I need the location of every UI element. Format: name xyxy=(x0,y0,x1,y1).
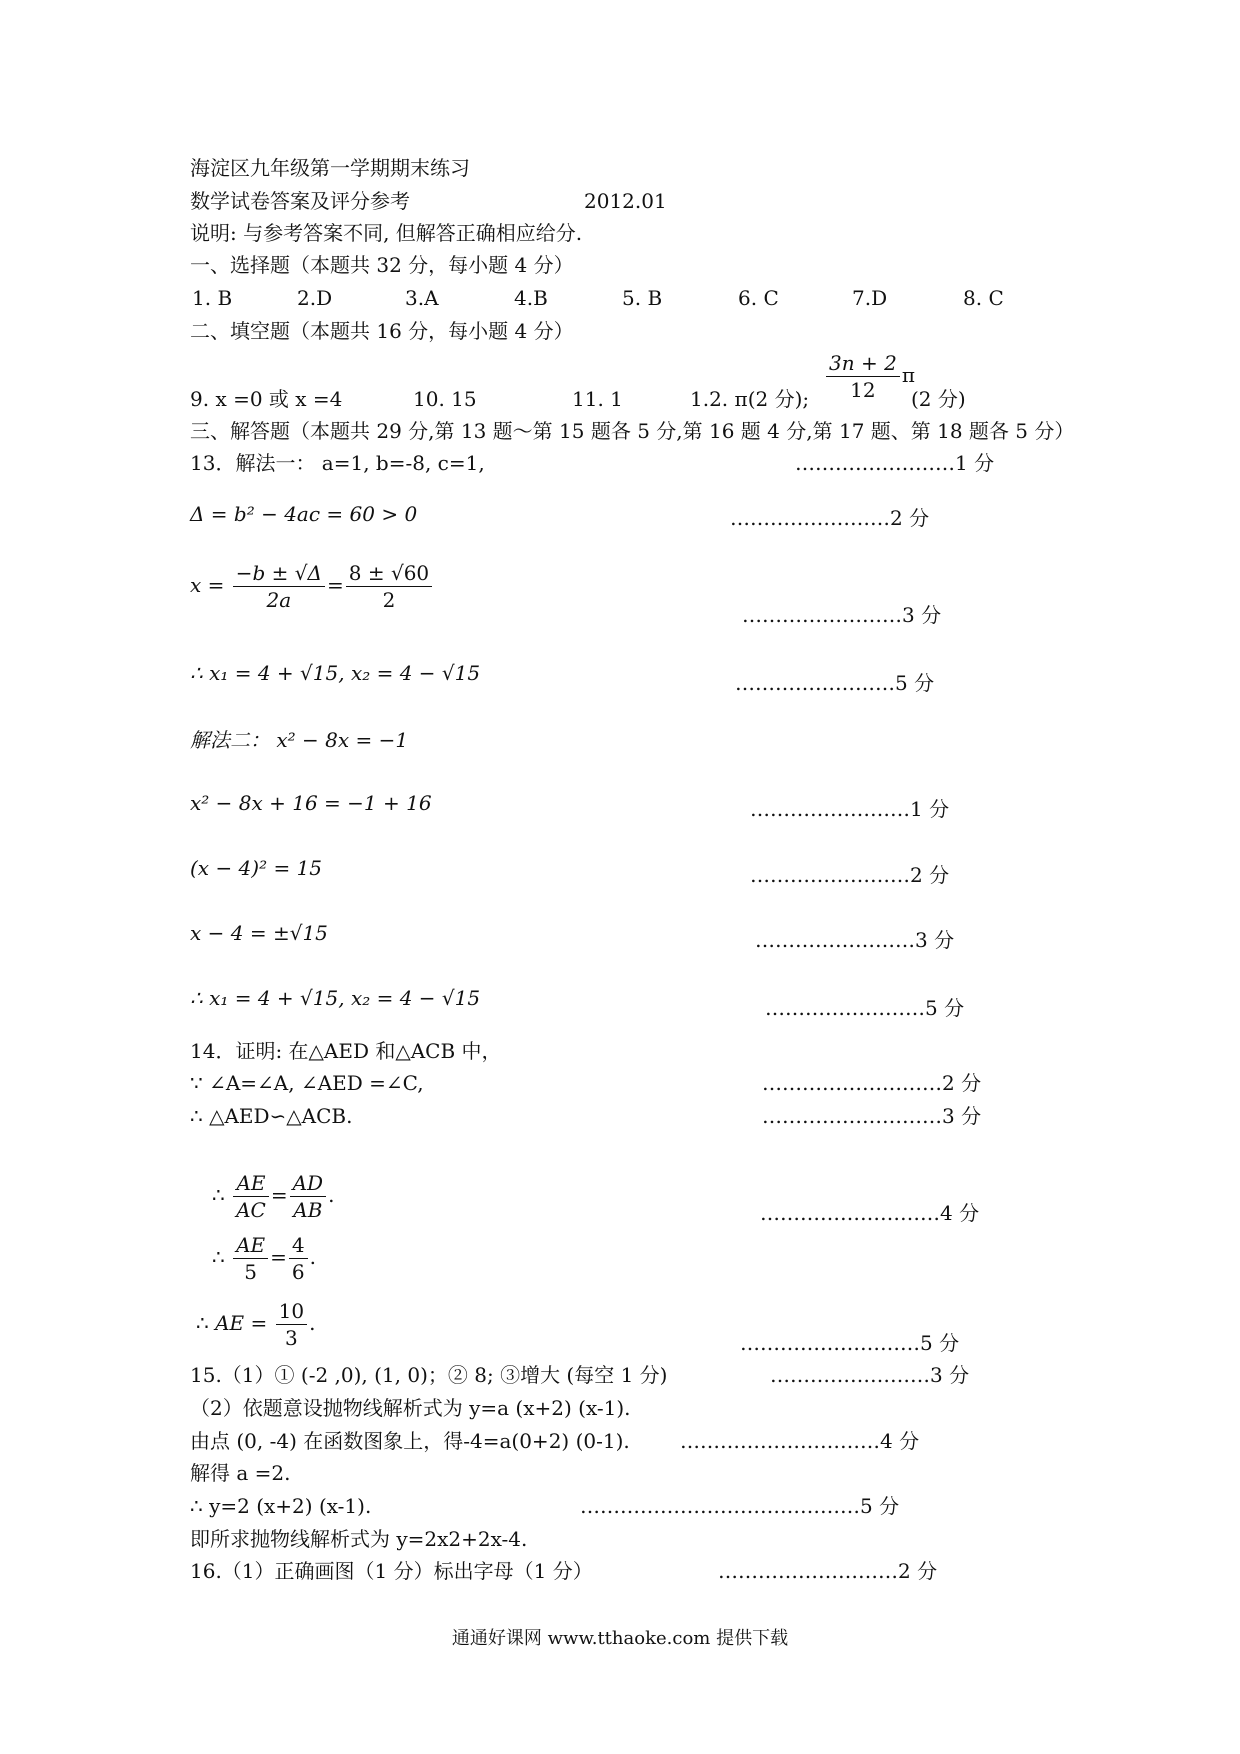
answer-3: 3.A xyxy=(405,286,439,310)
q14-frac-4: $\frac{4}{6}$ xyxy=(289,1232,308,1285)
section3-heading: 三、解答题（本题共 29 分,第 13 题～第 15 题各 5 分,第 16 题 4 分,第 17 题、第 18 题各 5 分） xyxy=(190,419,1075,443)
q13-frac-1: $\frac{-b \pm √\Delta}{2a}$ xyxy=(233,560,325,613)
q12-points-2: (2 分) xyxy=(911,387,966,411)
doc-date: 2012.01 xyxy=(584,189,667,213)
q13-m2-line3: (x − 4)² = 15 xyxy=(190,856,323,880)
q15-line1-points: ……………………3 分 xyxy=(770,1363,970,1387)
q15-line5-points: ……………………………………5 分 xyxy=(580,1494,900,1518)
answer-6: 6. C xyxy=(738,286,779,310)
q13-line1-points: ……………………1 分 xyxy=(795,451,995,475)
q15-line3-points: …………………………4 分 xyxy=(680,1429,920,1453)
q14-frac-3: $\frac{AE}{5}$ xyxy=(233,1232,268,1285)
fill-answer-11: 11. 1 xyxy=(572,387,623,411)
section1-heading: 一、选择题（本题共 32 分，每小题 4 分） xyxy=(190,253,574,277)
q14-line3-points: ………………………3 分 xyxy=(762,1104,982,1128)
q14-line2: ∵ ∠A=∠A, ∠AED =∠C, xyxy=(190,1071,424,1095)
q12-label: 1.2. xyxy=(690,387,729,411)
fill-answer-10: 10. 15 xyxy=(413,387,477,411)
q12-frac xyxy=(826,350,900,403)
q12-points-1: (2 分); xyxy=(747,387,810,411)
q13-m2-line4: x − 4 = ±√15 xyxy=(190,921,328,945)
fill-answer-9: 9. x =0 或 x =4 xyxy=(190,387,343,411)
answer-8: 8. C xyxy=(963,286,1004,310)
q15-line5: ∴ y=2 (x+2) (x-1). xyxy=(190,1494,372,1518)
q13-line4-points: ……………………5 分 xyxy=(735,671,935,695)
q15-line3: 由点 (0, -4) 在函数图象上，得-4=a(0+2) (0-1). xyxy=(190,1429,630,1453)
q13-line3: x = $\frac{-b \pm √\Delta}{2a}$ = $\frac{8 \pm √60}{2}$ xyxy=(190,560,434,613)
doc-subtitle: 数学试卷答案及评分参考 xyxy=(190,189,410,213)
q14-frac-2: $\frac{AD}{AB}$ xyxy=(290,1170,326,1223)
q13-line2-points: ……………………2 分 xyxy=(730,506,930,530)
q14-line4: ∴ $\frac{AE}{AC}$ = $\frac{AD}{AB}$ . xyxy=(212,1171,335,1222)
q13-line3-points: ……………………3 分 xyxy=(742,603,942,627)
q12-frac-numerator: 3n + 2 xyxy=(826,350,900,377)
q13-line4: ∴ x₁ = 4 + √15, x₂ = 4 − √15 xyxy=(190,661,481,685)
q13-line1: 13．解法一： a=1, b=-8, c=1, xyxy=(190,451,485,475)
q14-frac-1: $\frac{AE}{AC}$ xyxy=(233,1170,269,1223)
q14-frac-5: $\frac{10}{3}$ xyxy=(276,1298,307,1351)
q13-m2-line4-points: ……………………3 分 xyxy=(755,928,955,952)
q13-m2-line5: ∴ x₁ = 4 + √15, x₂ = 4 − √15 xyxy=(190,986,481,1010)
q14-line6-points: ………………………5 分 xyxy=(740,1331,960,1355)
q13-m2-line3-points: ……………………2 分 xyxy=(750,863,950,887)
answer-1: 1. B xyxy=(192,286,233,310)
q12-fraction xyxy=(824,350,915,403)
q13-m2-line2: x² − 8x + 16 = −1 + 16 xyxy=(190,791,432,815)
doc-note: 说明: 与参考答案不同, 但解答正确相应给分. xyxy=(190,221,583,245)
answer-7: 7.D xyxy=(852,286,888,310)
q12-frac-denominator: 12 xyxy=(850,378,876,402)
q16-line1-points: ………………………2 分 xyxy=(718,1559,938,1583)
q14-line5: ∴ $\frac{AE}{5}$ = $\frac{4}{6}$ . xyxy=(212,1233,316,1284)
answer-5: 5. B xyxy=(622,286,663,310)
fill-answer-12 xyxy=(690,386,809,412)
doc-title: 海淀区九年级第一学期期末练习 xyxy=(190,156,470,180)
q13-frac-2: $\frac{8 \pm √60}{2}$ xyxy=(346,560,432,613)
q13-m2-line5-points: ……………………5 分 xyxy=(765,996,965,1020)
q15-line6: 即所求抛物线解析式为 y=2x2+2x-4. xyxy=(190,1527,528,1551)
q13-m2-line1: 解法二： x² − 8x = −1 xyxy=(190,728,409,752)
q14-line1: 14．证明: 在△AED 和△ACB 中， xyxy=(190,1039,502,1063)
q14-line3: ∴ △AED∽△ACB. xyxy=(190,1104,353,1128)
page-footer: 通通好课网 www.tthaoke.com 提供下载 xyxy=(451,1628,789,1649)
q13-m2-line2-points: ……………………1 分 xyxy=(750,797,950,821)
q15-line4: 解得 a =2. xyxy=(190,1461,291,1485)
q14-line4-points: ………………………4 分 xyxy=(760,1201,980,1225)
answer-4: 4.B xyxy=(514,286,548,310)
section2-heading: 二、填空题（本题共 16 分，每小题 4 分） xyxy=(190,319,574,343)
q14-line2-points: ………………………2 分 xyxy=(762,1071,982,1095)
q15-line1: 15.（1）① (-2 ,0), (1, 0)；② 8; ③增大 (每空 1 分) xyxy=(190,1363,668,1387)
q16-line1: 16.（1）正确画图（1 分）标出字母（1 分） xyxy=(190,1559,593,1583)
q12-pi-2: π xyxy=(901,363,915,387)
q14-line6: ∴ AE = $\frac{10}{3}$ . xyxy=(196,1299,316,1350)
q15-line2: （2）依题意设抛物线解析式为 y=a (x+2) (x-1). xyxy=(190,1396,631,1420)
q12-pi: π xyxy=(734,387,748,411)
q13-line2: Δ = b² − 4ac = 60 > 0 xyxy=(190,502,418,526)
answer-2: 2.D xyxy=(297,286,333,310)
